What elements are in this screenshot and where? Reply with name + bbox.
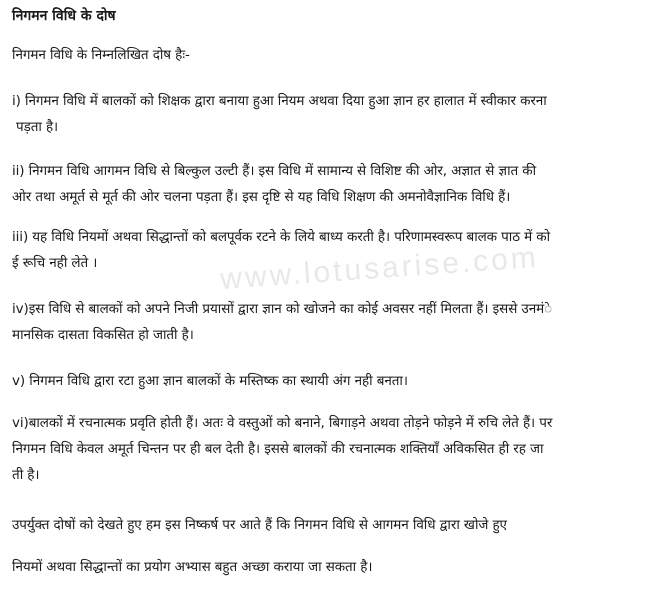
point-4-paragraph: [12, 296, 662, 348]
conclusion-paragraph-2: [12, 554, 662, 580]
conclusion-line-1: उपर्युक्त दोषों को देखते हुए हम इस निष्कर्ष पर आते हैं कि निगमन विधि से आगमन विधि द्वारा खोजे हुए: [12, 517, 507, 533]
point-3-line-2: ई रूचि नही लेते ।: [12, 255, 98, 271]
document-heading: निगमन विधि के दोष: [12, 8, 116, 24]
point-2-line-2: ओर तथा अमूर्त से मूर्त की ओर चलना पड़ता हैं। इस दृष्टि से यह विधि शिक्षण की अमनोवैज्ञानिक विधि हैं।: [12, 189, 511, 205]
point-1-line-2: पड़ता है।: [16, 119, 59, 135]
watermark: www.lotusarise.com: [219, 240, 540, 297]
point-2-line-1: ii) निगमन विधि आगमन विधि से बिल्कुल उल्टी हैं। इस विधि में सामान्य से विशिष्ट की ओर, अज्ञात से ज्ञात की: [12, 163, 537, 179]
intro-line: निगमन विधि के निम्नलिखित दोष हैः-: [12, 47, 190, 63]
point-6-line-3: ती है।: [12, 467, 40, 483]
point-6-line-2: निगमन विधि केवल अमूर्त चिन्तन पर ही बल देती है। इससे बालकों की रचनात्मक शक्तियाँ अविकसित ही रह जा: [12, 441, 544, 457]
point-3-paragraph: [12, 224, 662, 276]
conclusion-paragraph-1: [12, 512, 662, 538]
point-4-line-1: iv)इस विधि से बालकों को अपने निजी प्रयासों द्वारा ज्ञान को खोजने का कोई अवसर नहीं मिलता हैं। इससे उनमंे: [12, 301, 553, 317]
point-5-line-1: v) निगमन विधि द्वारा रटा हुआ ज्ञान बालकों के मस्तिष्क का स्थायी अंग नही बनता।: [12, 373, 408, 389]
point-3-line-1: iii) यह विधि नियमों अथवा सिद्धान्तों को बलपूर्वक रटने के लिये बाध्य करती है। परिणामस्वरूप बालक पाठ में को: [12, 229, 551, 245]
point-1-paragraph: [12, 88, 662, 140]
point-6-line-1: vi)बालकों में रचनात्मक प्रवृति होती हैं। अतः वे वस्तुओं को बनाने, बिगाड़ने अथवा तोड़ने फोड़ने में रुचि लेते हैं। पर: [12, 415, 553, 431]
point-2-paragraph: [12, 158, 662, 210]
conclusion-line-2: नियमों अथवा सिद्धान्तों का प्रयोग अभ्यास बहुत अच्छा कराया जा सकता है।: [12, 559, 373, 575]
point-4-line-2: मानसिक दासता विकसित हो जाती है।: [12, 327, 194, 343]
point-6-paragraph: [12, 410, 662, 488]
point-5-paragraph: [12, 368, 662, 394]
point-1-line-1: i) निगमन विधि में बालकों को शिक्षक द्वारा बनाया हुआ नियम अथवा दिया हुआ ज्ञान हर हालात में स्वीकार करना: [12, 93, 547, 109]
intro-paragraph: [12, 42, 662, 68]
